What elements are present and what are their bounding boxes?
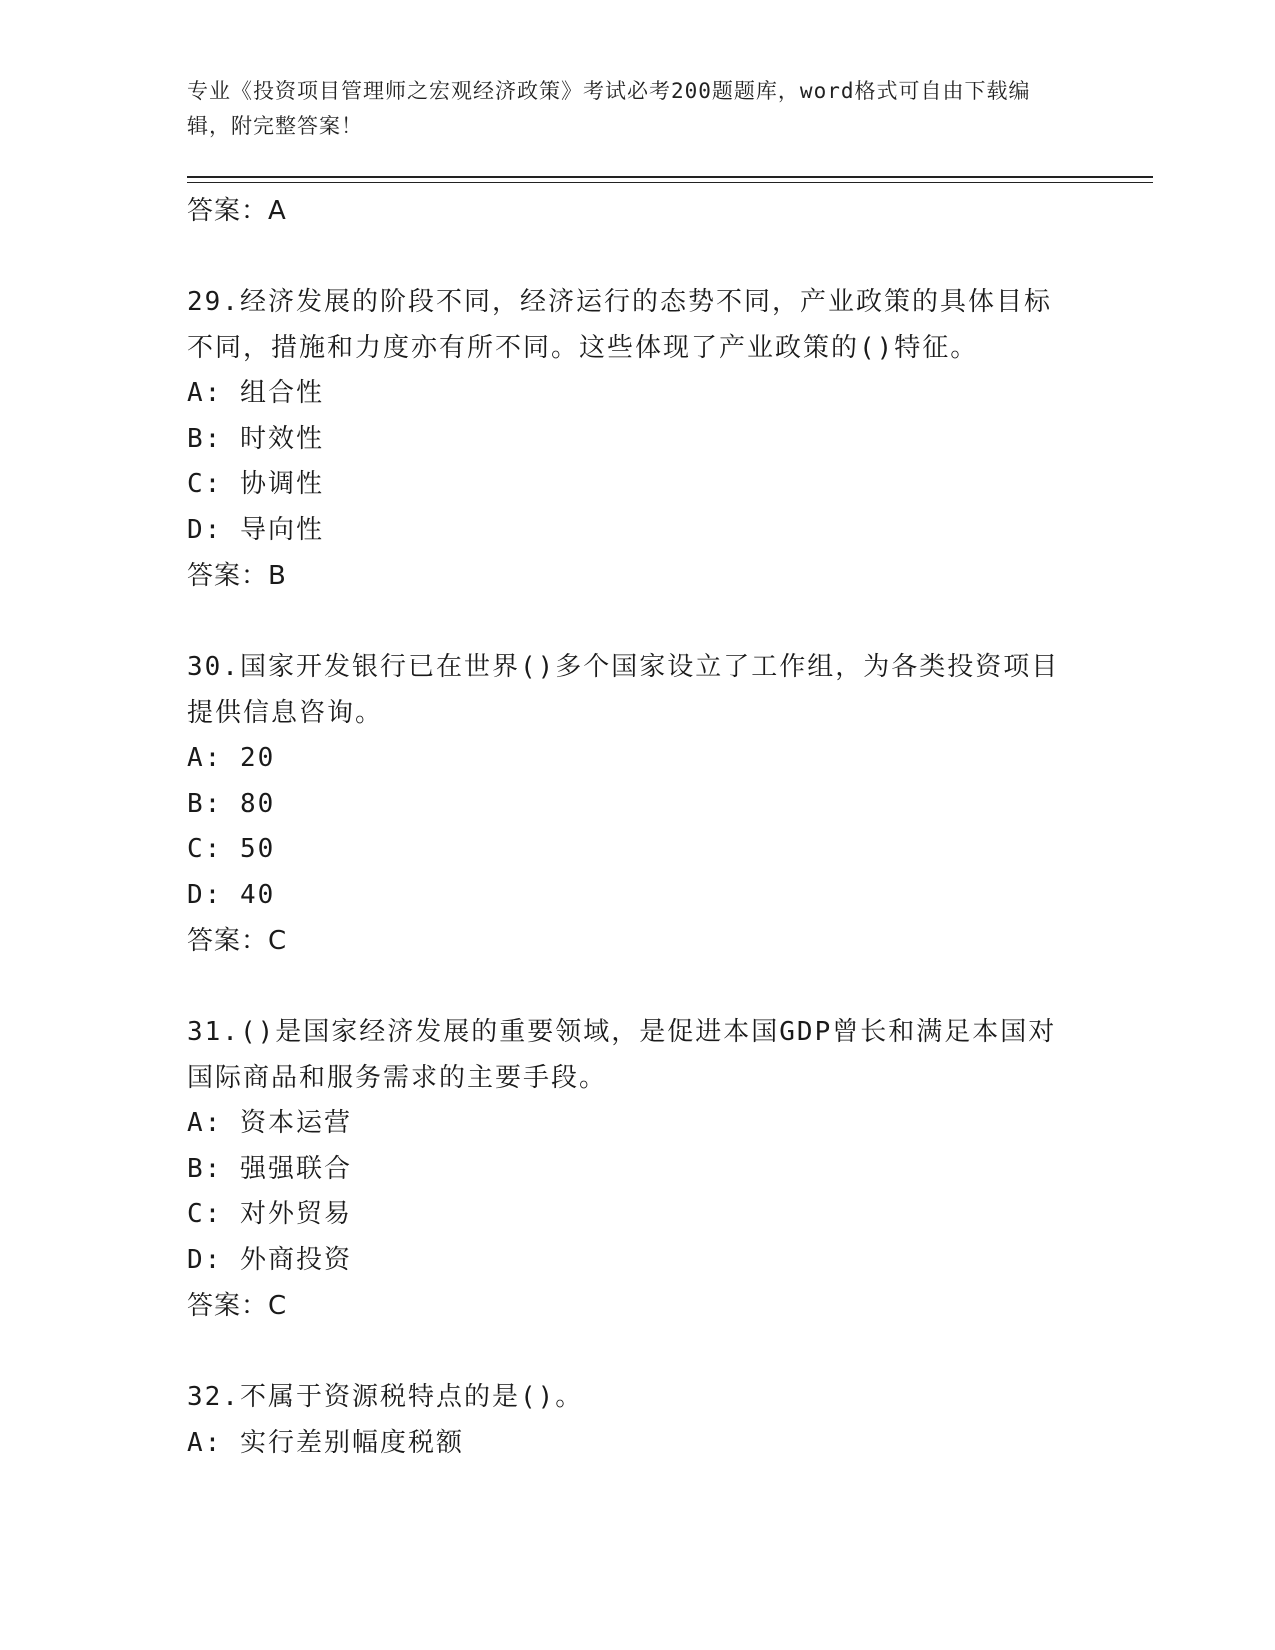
answer-line: 答案：B — [187, 561, 287, 591]
question-block — [187, 280, 1087, 599]
option-b: B: 80 — [187, 788, 276, 819]
answer-line: 答案：A — [187, 196, 287, 226]
option-d: D: 外商投资 — [187, 1244, 352, 1275]
option-c: C: 50 — [187, 834, 276, 864]
option-a: A: 资本运营 — [187, 1108, 352, 1138]
question-block — [187, 1375, 1087, 1466]
option-d: D: 40 — [187, 879, 276, 910]
option-d: D: 导向性 — [187, 514, 324, 545]
spacer — [187, 964, 1087, 1010]
document-body — [187, 188, 1087, 1466]
option-c: C: 对外贸易 — [187, 1199, 352, 1229]
option-a: A: 组合性 — [187, 378, 324, 408]
option-a: A: 实行差别幅度税额 — [187, 1427, 464, 1458]
spacer — [187, 599, 1087, 645]
option-c: C: 协调性 — [187, 469, 324, 499]
answer-line: 答案：C — [187, 926, 288, 956]
option-b: B: 时效性 — [187, 423, 324, 454]
question-stem: 31.()是国家经济发展的重要领域，是促进本国GDP曾长和满足本国对国际商品和服务需求的主要手段。 — [187, 1017, 1057, 1093]
spacer — [187, 234, 1087, 280]
question-stem: 32.不属于资源税特点的是()。 — [187, 1382, 584, 1412]
question-stem: 30.国家开发银行已在世界()多个国家设立了工作组，为各类投资项目提供信息咨询。 — [187, 652, 1060, 728]
header-divider-thin — [187, 182, 1153, 183]
option-a: A: 20 — [187, 743, 276, 773]
question-block — [187, 1010, 1087, 1329]
document-header: 专业《投资项目管理师之宏观经济政策》考试必考200题题库，word格式可自由下载编辑，附完整答案！ — [187, 79, 1031, 138]
spacer — [187, 1329, 1087, 1375]
option-b: B: 强强联合 — [187, 1153, 352, 1184]
answer-line: 答案：C — [187, 1291, 288, 1321]
question-block — [187, 645, 1087, 964]
header-divider-thick — [187, 176, 1153, 178]
question-stem: 29.经济发展的阶段不同，经济运行的态势不同，产业政策的具体目标不同，措施和力度亦有所不同。这些体现了产业政策的()特征。 — [187, 287, 1052, 363]
